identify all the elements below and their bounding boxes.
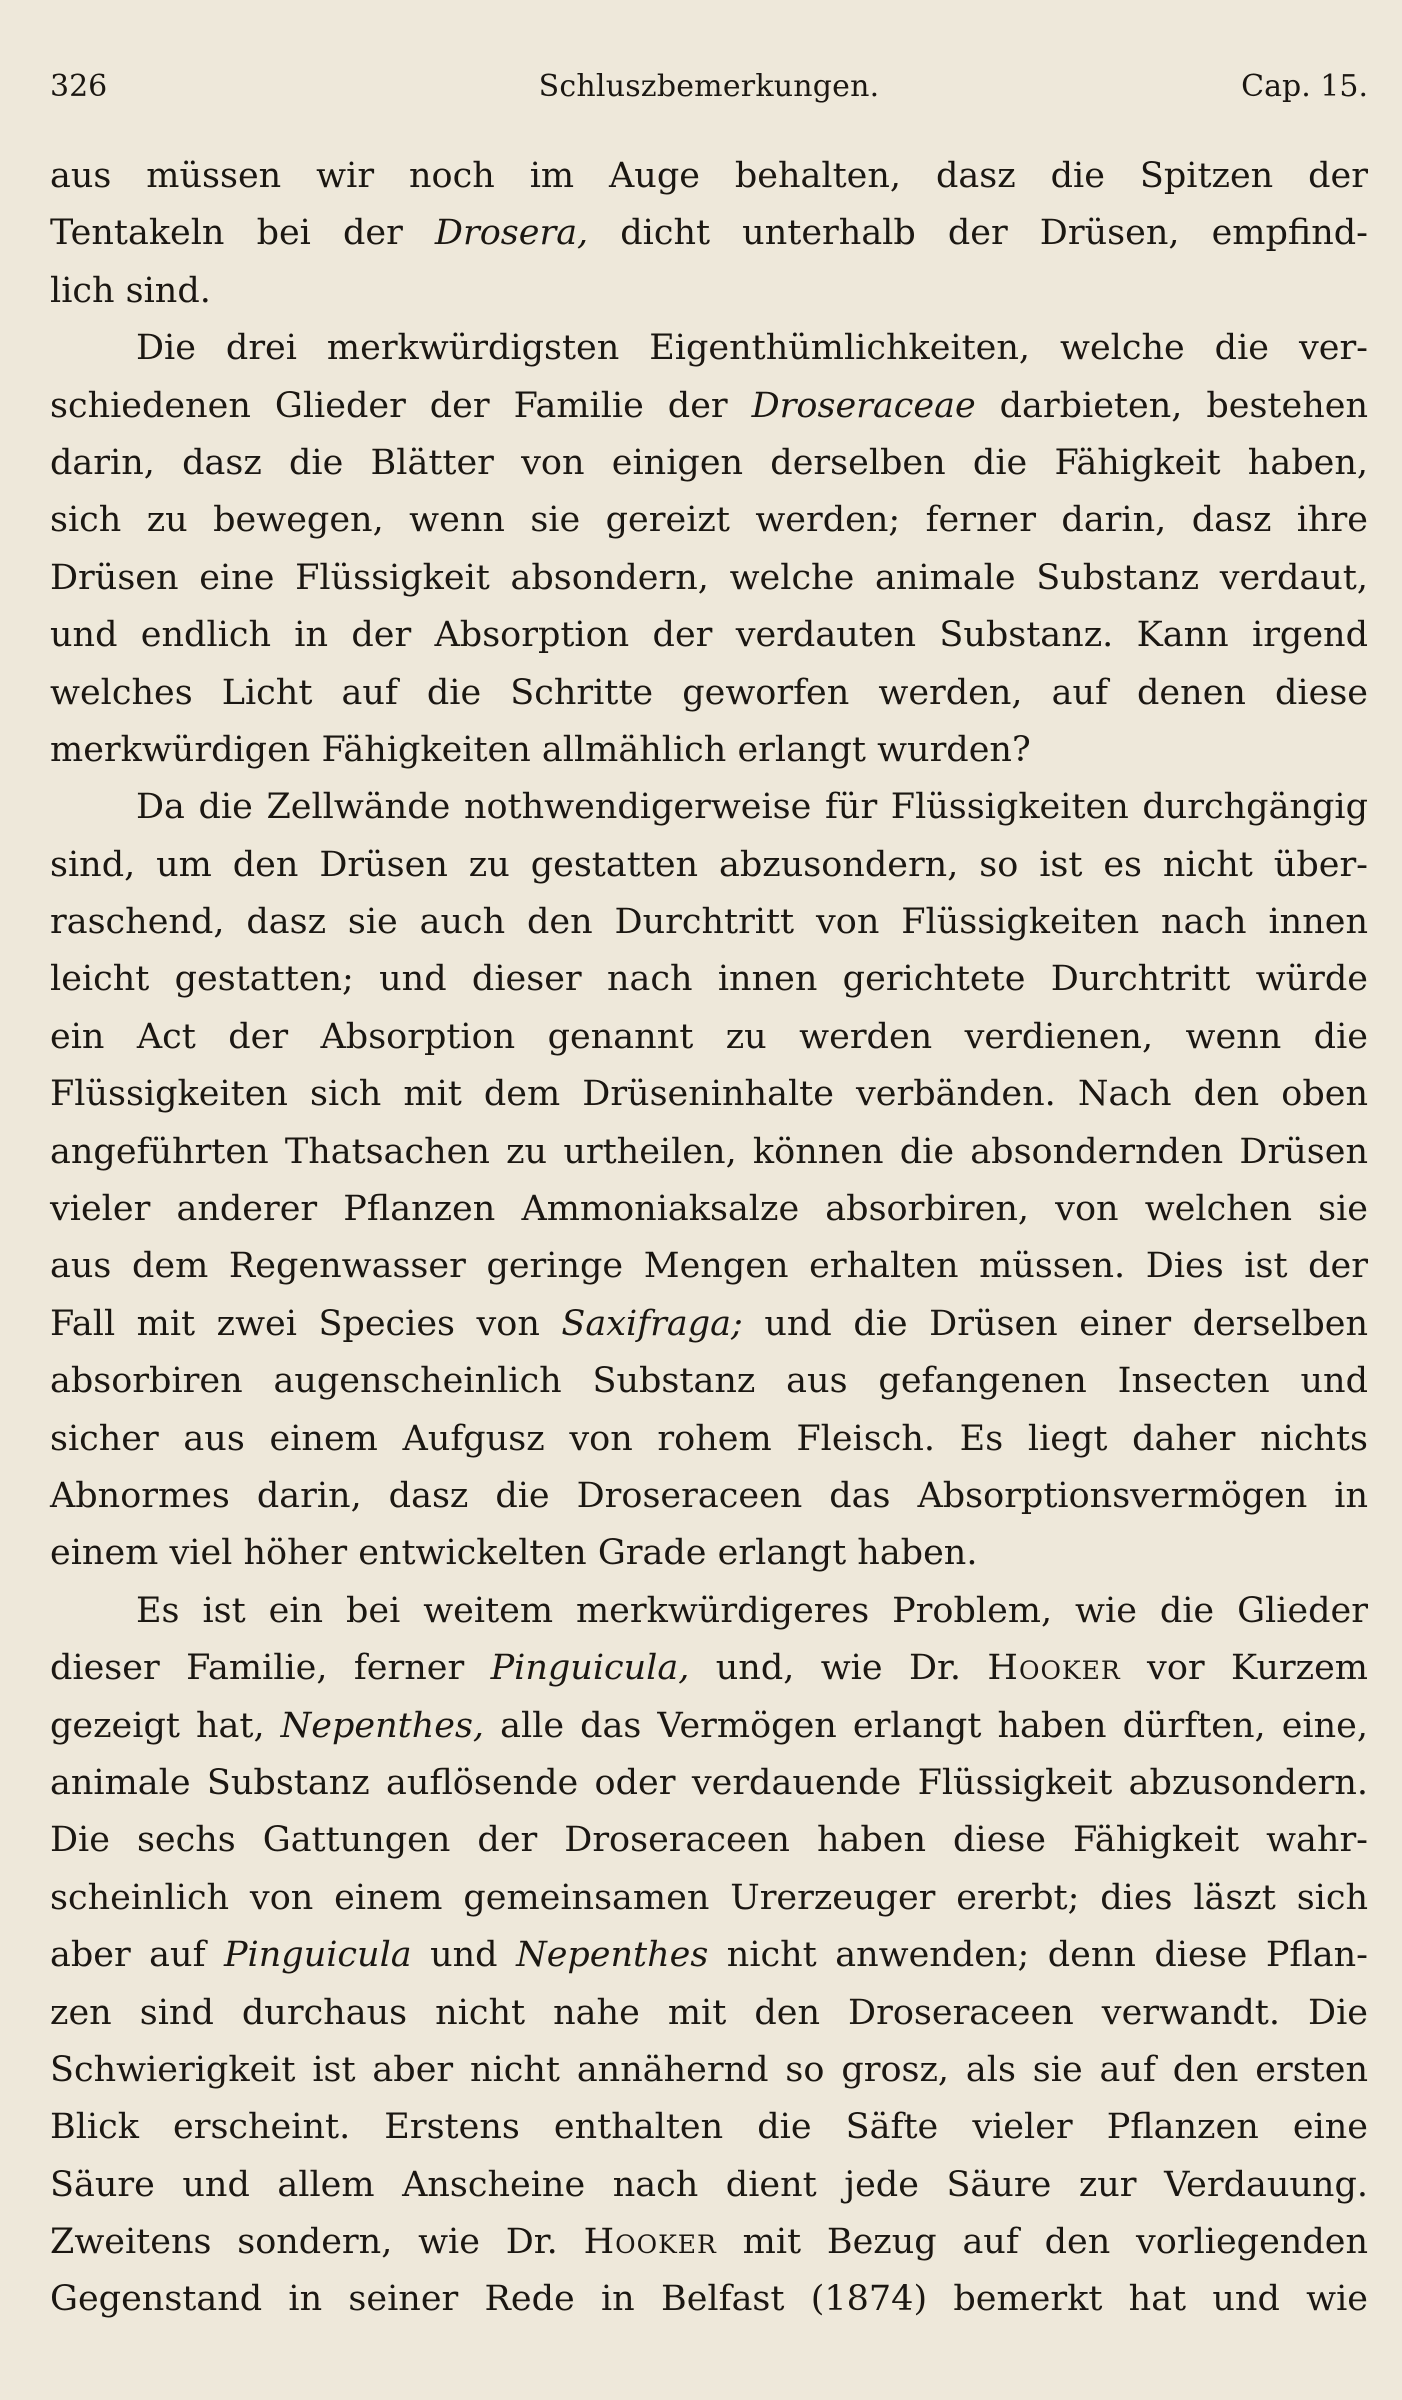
text-line: Gegenstand in seiner Rede in Belfast (1874) bemerkt hat und wie: [50, 2279, 1368, 2320]
text-line: raschend, dasz sie auch den Durchtritt von Flüssigkeiten nach innen: [50, 902, 1368, 943]
author-name: Hooker: [987, 1648, 1121, 1689]
text-line: ein Act der Absorption genannt zu werden verdienen, wenn die: [50, 1016, 1368, 1057]
italic-term: Nepenthes,: [280, 1705, 485, 1746]
text-line: animale Substanz auflösende oder verdauende Flüssigkeit abzusondern.: [50, 1762, 1368, 1803]
text-line: lich sind.: [50, 270, 211, 311]
text-line: merkwürdigen Fähigkeiten allmählich erlangt wurden?: [50, 729, 1031, 770]
text-line: scheinlich von einem gemeinsamen Urerzeuger ererbt; dies läszt sich: [50, 1877, 1368, 1918]
text-line: vieler anderer Pflanzen Ammoniaksalze absorbiren, von welchen sie: [50, 1189, 1368, 1230]
text-line: dieser Familie, ferner Pinguicula, und, wie Dr. Hooker vor Kurzem: [50, 1648, 1368, 1689]
text-line: darin, dasz die Blätter von einigen derselben die Fähigkeit haben,: [50, 442, 1368, 483]
text-line: sicher aus einem Aufgusz von rohem Fleisch. Es liegt daher nichts: [50, 1418, 1368, 1459]
page-number: 326: [50, 69, 108, 104]
text-line: welches Licht auf die Schritte geworfen werden, auf denen diese: [50, 672, 1368, 713]
text-line: absorbiren augenscheinlich Substanz aus gefangenen Insecten und: [50, 1361, 1368, 1402]
author-name: Hooker: [583, 2222, 717, 2263]
italic-term: Pinguicula,: [490, 1648, 690, 1689]
text-line: sind, um den Drüsen zu gestatten abzusondern, so ist es nicht über-: [50, 844, 1368, 885]
paragraph-start-line: Da die Zellwände nothwendigerweise für Flüssigkeiten durchgängig: [136, 787, 1368, 828]
italic-term: Droseraceae: [751, 385, 976, 426]
text-line: Fall mit zwei Species von Saxifraga; und die Drüsen einer derselben: [50, 1303, 1368, 1344]
text-line: zen sind durchaus nicht nahe mit den Droseraceen verwandt. Die: [50, 1992, 1368, 2033]
page-header: [50, 64, 1368, 110]
text-line: Schwierigkeit ist aber nicht annähernd so grosz, als sie auf den ersten: [50, 2049, 1368, 2090]
italic-term: Pinguicula: [224, 1935, 412, 1976]
running-title: Schluszbemerkungen.: [538, 69, 880, 104]
text-line: aus müssen wir noch im Auge behalten, dasz die Spitzen der: [50, 156, 1368, 196]
body-text: [50, 148, 1368, 2329]
text-line: Abnormes darin, dasz die Droseraceen das Absorptionsvermögen in: [50, 1475, 1368, 1516]
text-line: einem viel höher entwickelten Grade erlangt haben.: [50, 1533, 978, 1574]
text-line: Blick erscheint. Erstens enthalten die Säfte vieler Pflanzen eine: [50, 2107, 1368, 2148]
text-line: gezeigt hat, Nepenthes, alle das Vermögen erlangt haben dürften, eine,: [50, 1705, 1368, 1746]
italic-term: Drosera,: [434, 213, 589, 254]
italic-term: Saxifraga;: [561, 1303, 743, 1344]
text-line: Tentakeln bei der Drosera, dicht unterhalb der Drüsen, empfind-: [50, 213, 1369, 254]
text-line: Säure und allem Anscheine nach dient jede Säure zur Verdauung.: [50, 2164, 1368, 2205]
italic-term: Nepenthes: [516, 1935, 709, 1976]
chapter-label: Cap. 15.: [1241, 69, 1368, 104]
text-line: angeführten Thatsachen zu urtheilen, können die absondernden Drüsen: [50, 1131, 1368, 1172]
text-line: aus dem Regenwasser geringe Mengen erhalten müssen. Dies ist der: [50, 1246, 1368, 1287]
text-line: Zweitens sondern, wie Dr. Hooker mit Bezug auf den vorliegenden: [50, 2222, 1368, 2263]
text-line: Drüsen eine Flüssigkeit absondern, welche animale Substanz verdaut,: [50, 557, 1368, 598]
paragraph-start-line: Die drei merkwürdigsten Eigenthümlichkeiten, welche die ver-: [136, 328, 1368, 369]
text-line: schiedenen Glieder der Familie der Droseraceae darbieten, bestehen: [50, 385, 1368, 426]
text-line: sich zu bewegen, wenn sie gereizt werden; ferner darin, dasz ihre: [50, 500, 1368, 541]
text-line: aber auf Pinguicula und Nepenthes nicht anwenden; denn diese Pflan-: [50, 1935, 1368, 1976]
text-line: und endlich in der Absorption der verdauten Substanz. Kann irgend: [50, 615, 1368, 656]
text-line: Die sechs Gattungen der Droseraceen haben diese Fähigkeit wahr-: [50, 1820, 1368, 1861]
text-line: leicht gestatten; und dieser nach innen gerichtete Durchtritt würde: [50, 959, 1368, 1000]
text-line: Flüssigkeiten sich mit dem Drüseninhalte verbänden. Nach den oben: [50, 1074, 1368, 1115]
paragraph-start-line: Es ist ein bei weitem merkwürdigeres Problem, wie die Glieder: [136, 1590, 1368, 1631]
